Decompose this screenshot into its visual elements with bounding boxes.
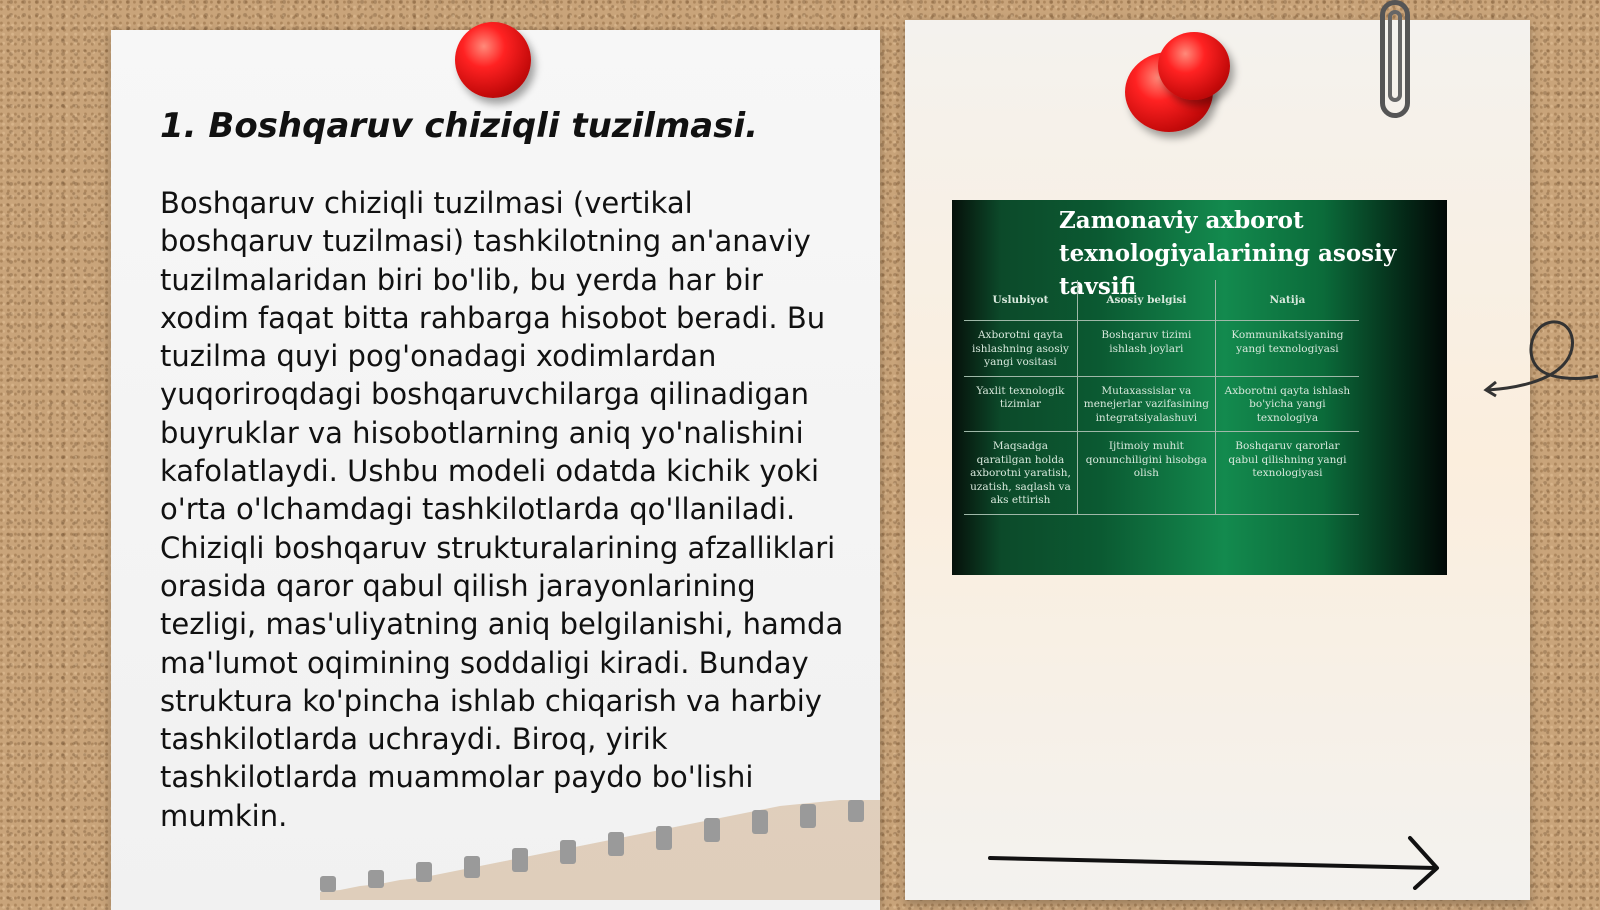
table-header: Natija: [1215, 280, 1359, 321]
table-cell: Yaxlit texnologik tizimlar: [964, 376, 1077, 432]
table-cell: Mutaxassislar va menejerlar vazifasining integratsiyalashuvi: [1077, 376, 1215, 432]
table-cell: Boshqaruv qarorlar qabul qilishning yangi texnologiyasi: [1215, 432, 1359, 515]
slide-title: Zamonaviy axborot texnologiyalarining asosiy tavsifi: [1059, 207, 1397, 300]
note-body-text: Boshqaruv chiziqli tuzilmasi (vertikal boshqaruv tuzilmasi) tashkilotning an'anaviy tuzilmalaridan biri bo'lib, bu yerda har bir xodim faqat bitta rahbarga hisobot beradi. Bu tuzilma quyi pog'onadagi xodimlardan yuqoriroqdagi boshqaruvchilarga qilinadigan buyruklar va hisobotlarning aniq yo'nalishini kafolatlaydi. Ushbu modeli odatda kichik yoki o'rta o'lchamdagi tashkilotlarda qo'llaniladi. Chiziqli boshqaruv strukturalarining afzalliklari orasida qaror qabul qilish jarayonlarining tezligi, mas'uliyatning aniq belgilanishi, hamda ma'lumot oqimining soddaligi kiradi. Bunday struktura ko'pincha ishlab chiqarish va harbiy tashkilotlarda uchraydi. Biroq, yirik tashkilotlarda muammolar paydo bo'lishi mumkin.: [160, 186, 844, 833]
paperclip-inner: [1388, 10, 1402, 102]
slide-table: [964, 280, 1359, 515]
table-cell: Ijtimoiy muhit qonunchiligini hisobga olish: [1077, 432, 1215, 515]
table-cell: Kommunikatsiyaning yangi texnologiyasi: [1215, 321, 1359, 377]
note-title: 1. Boshqaruv chiziqli tuzilmasi.: [160, 106, 759, 146]
table-cell: Axborotni qayta ishlash bo'yicha yangi texnologiya: [1215, 376, 1359, 432]
table-cell: Boshqaruv tizimi ishlash joylari: [1077, 321, 1215, 377]
table-row: [964, 432, 1359, 515]
table-cell: Maqsadga qaratilgan holda axborotni yaratish, uzatish, saqlash va aks ettirish: [964, 432, 1077, 515]
table-cell: Axborotni qayta ishlashning asosiy yangi vositasi: [964, 321, 1077, 377]
slide-image: [952, 200, 1447, 575]
arrow-right-icon: [985, 830, 1445, 890]
table-row: [964, 376, 1359, 432]
table-row: [964, 321, 1359, 377]
table-header: Asosiy belgisi: [1077, 280, 1215, 321]
table-header: Uslubiyot: [964, 280, 1077, 321]
doodle-arrow-icon: [1480, 310, 1600, 410]
pushpin-icon: [455, 22, 531, 98]
pushpin-icon: [1158, 32, 1230, 100]
